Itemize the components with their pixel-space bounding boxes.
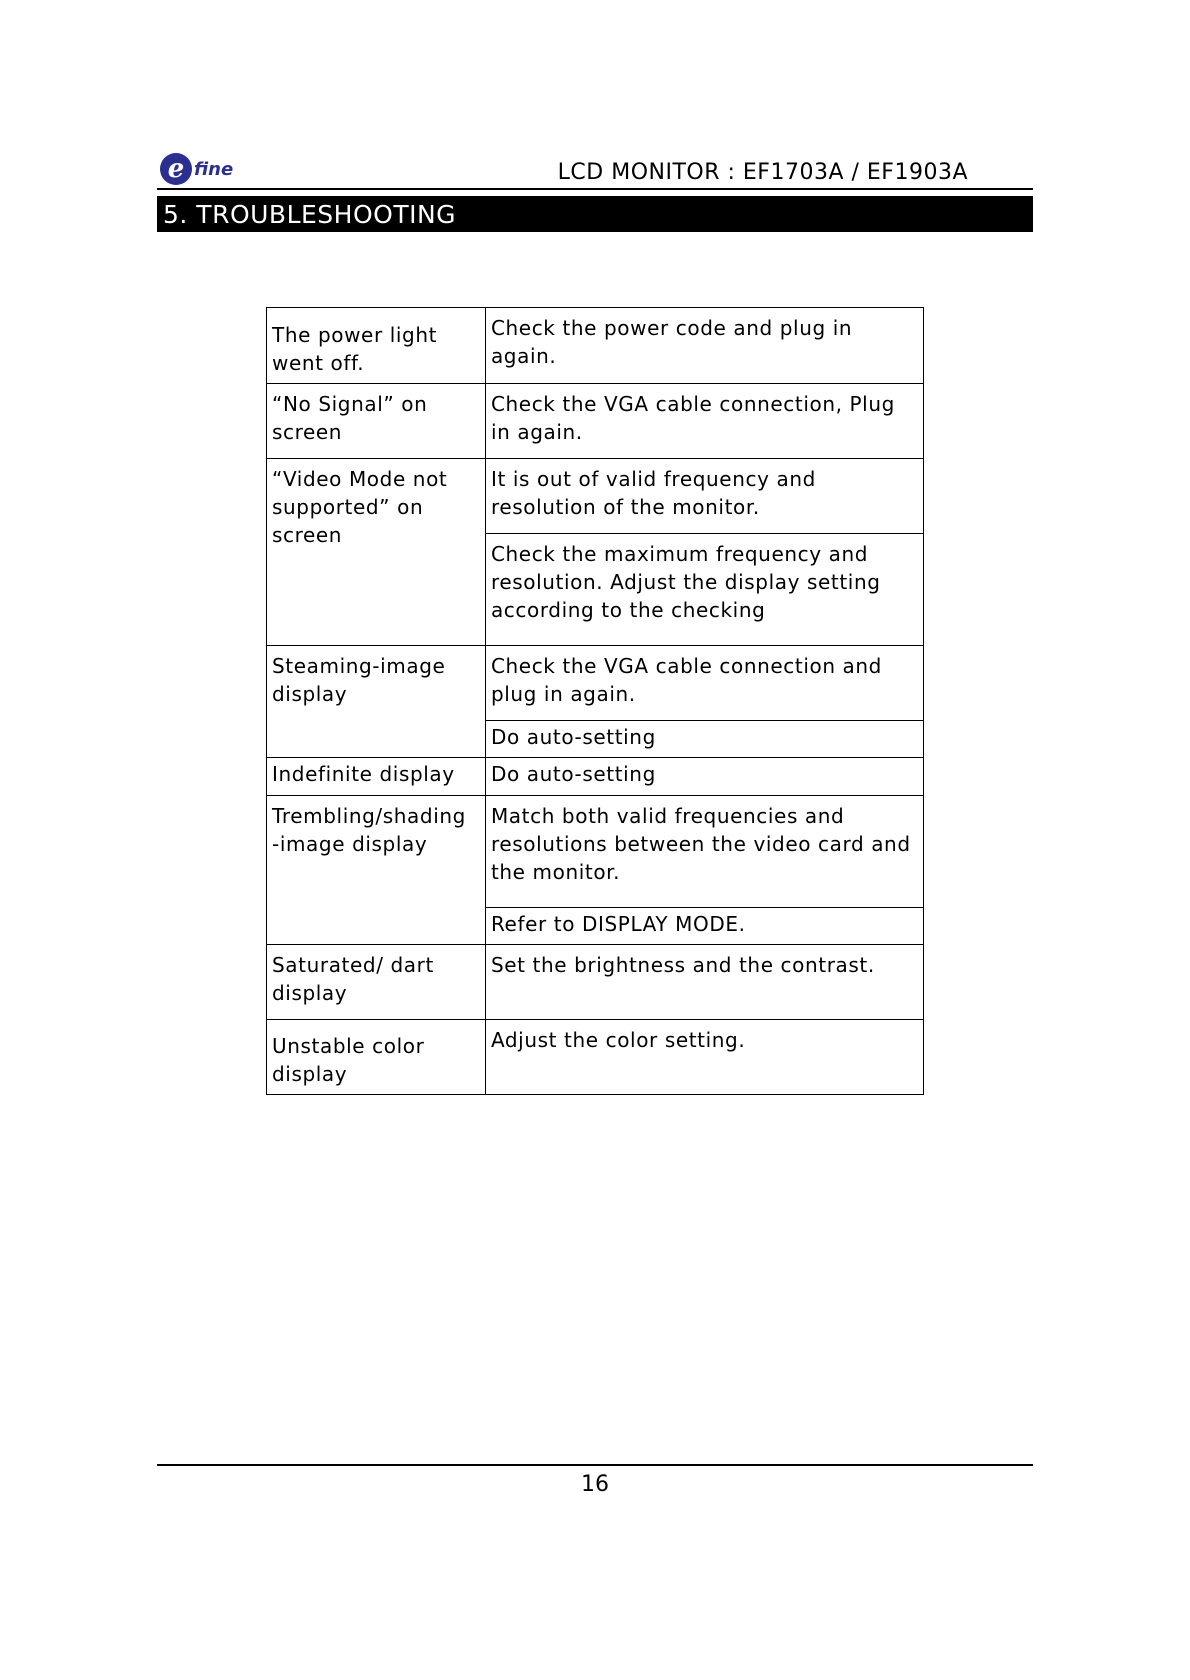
table-row [267, 1020, 924, 1095]
table-row [267, 758, 924, 796]
solution-cell: Match both valid frequencies and resolutions between the video card and the monitor. [485, 796, 923, 908]
page-number: 16 [581, 1472, 609, 1497]
brand-logo [160, 150, 233, 188]
section-heading: 5. TROUBLESHOOTING [157, 196, 1033, 232]
solution-cell: Check the maximum frequency and resolution. Adjust the display setting according to the checking [485, 534, 923, 646]
table-row [267, 796, 924, 908]
symptom-cell: “Video Mode not supported” on screen [267, 459, 486, 646]
symptom-cell: “No Signal” on screen [267, 384, 486, 459]
logo-wordmark: fine [194, 158, 234, 180]
table-row [267, 384, 924, 459]
table-row [267, 945, 924, 1020]
solution-cell: Adjust the color setting. [485, 1020, 923, 1095]
table-row [267, 308, 924, 384]
footer-rule [157, 1464, 1033, 1466]
symptom-cell: Steaming-image display [267, 646, 486, 758]
symptom-cell: Saturated/ dart display [267, 945, 486, 1020]
table-row [267, 646, 924, 721]
document-title: LCD MONITOR : EF1703A / EF1903A [557, 160, 968, 185]
solution-cell: Do auto-setting [485, 721, 923, 758]
troubleshooting-table [266, 307, 924, 1095]
solution-cell: Check the VGA cable connection, Plug in again. [485, 384, 923, 459]
solution-cell: Check the power code and plug in again. [485, 308, 923, 384]
symptom-cell: Trembling/shading -image display [267, 796, 486, 945]
solution-cell: Refer to DISPLAY MODE. [485, 908, 923, 945]
solution-cell: It is out of valid frequency and resolution of the monitor. [485, 459, 923, 534]
solution-cell: Check the VGA cable connection and plug in again. [485, 646, 923, 721]
header-rule [157, 188, 1033, 190]
symptom-cell: The power light went off. [267, 308, 486, 384]
solution-cell: Set the brightness and the contrast. [485, 945, 923, 1020]
symptom-cell: Indefinite display [267, 758, 486, 796]
solution-cell: Do auto-setting [485, 758, 923, 796]
symptom-cell: Unstable color display [267, 1020, 486, 1095]
table-row [267, 459, 924, 534]
logo-mark: e [160, 153, 192, 185]
